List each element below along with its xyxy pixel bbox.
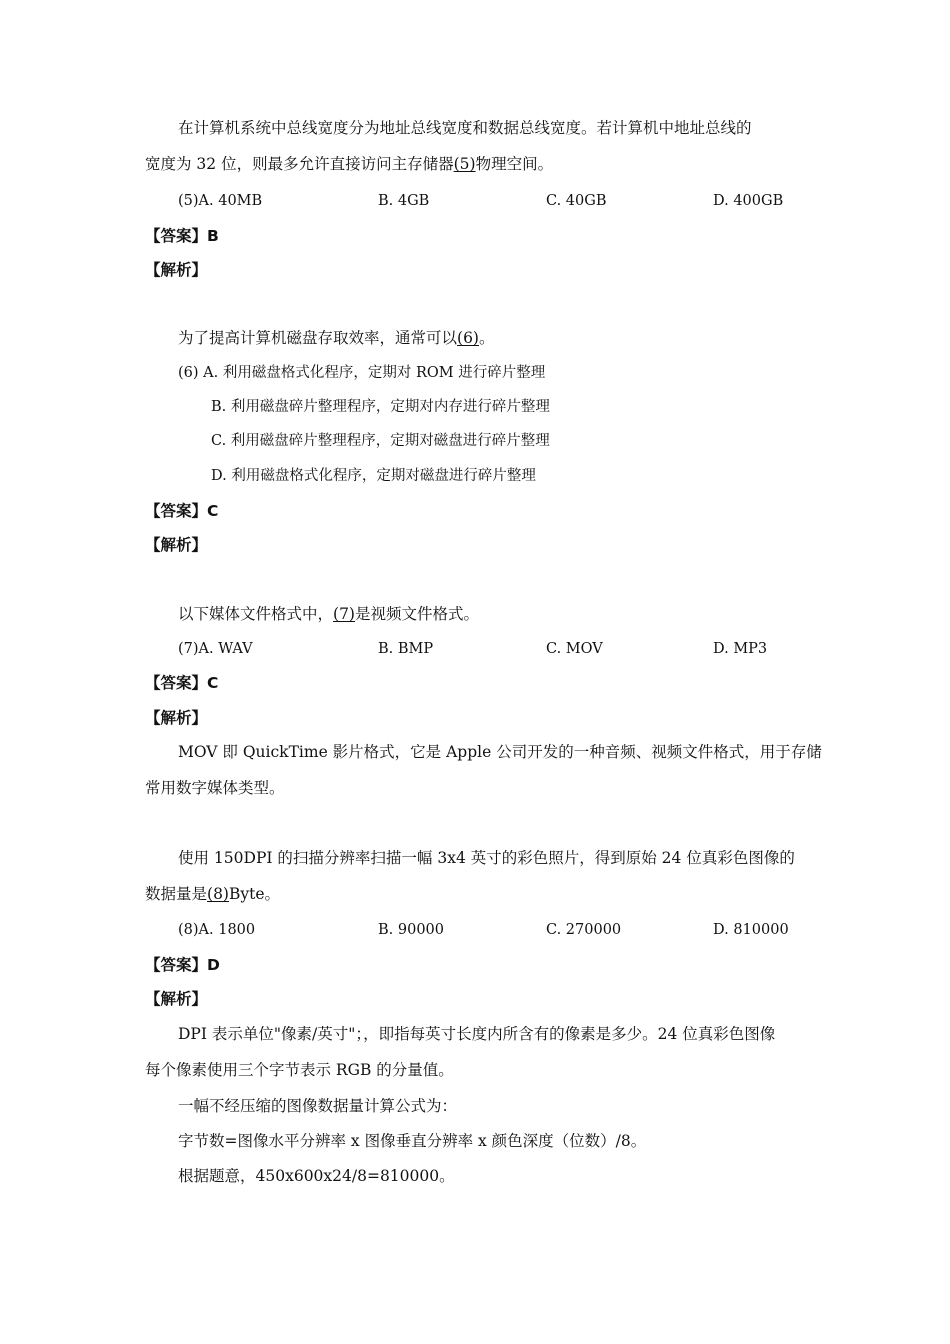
q6-blank: (6): [457, 329, 479, 347]
q8-stem-post: Byte。: [228, 885, 281, 903]
q8-stem-pre: 数据量是: [145, 885, 208, 903]
q8-option-a: (8)A. 1800: [178, 922, 256, 938]
q8-explain-line3: 一幅不经压缩的图像数据量计算公式为：: [178, 1097, 458, 1115]
q8-explain-line5: 根据题意，450x600x24/8=810000。: [178, 1167, 455, 1185]
q5-stem-line2: [145, 154, 553, 174]
q8-option-c: C. 270000: [546, 922, 622, 938]
q5-option-b: B. 4GB: [378, 193, 430, 209]
q5-analysis-heading: 【解析】: [145, 261, 208, 279]
q8-blank: (8): [207, 885, 229, 903]
q7-option-b: B. BMP: [378, 641, 434, 657]
q5-option-c: C. 40GB: [546, 193, 607, 209]
q8-analysis-heading: 【解析】: [145, 990, 208, 1008]
q8-answer: 【答案】D: [145, 956, 220, 974]
q8-option-b: B. 90000: [378, 922, 445, 938]
q7-analysis-heading: 【解析】: [145, 709, 208, 727]
q6-option-c: C. 利用磁盘碎片整理程序，定期对磁盘进行碎片整理: [211, 433, 550, 449]
q8-option-d: D. 810000: [713, 922, 789, 938]
q6-analysis-heading: 【解析】: [145, 536, 208, 554]
q8-explain-line2: 每个像素使用三个字节表示 RGB 的分量值。: [145, 1061, 454, 1079]
q7-option-c: C. MOV: [546, 641, 603, 657]
q7-blank: (7): [333, 605, 355, 623]
q8-explain-line1: DPI 表示单位"像素/英寸"；，即指每英寸长度内所含有的像素是多少。24 位真彩色图像: [178, 1025, 776, 1043]
q5-option-a: (5)A. 40MB: [178, 193, 263, 209]
q6-answer: 【答案】C: [145, 502, 219, 520]
q5-stem-line1: 在计算机系统中总线宽度分为地址总线宽度和数据总线宽度。若计算机中地址总线的: [178, 119, 752, 137]
q8-stem-line1: 使用 150DPI 的扫描分辨率扫描一幅 3x4 英寸的彩色照片，得到原始 24 位真彩色图像的: [178, 849, 795, 867]
q5-stem-pre: 宽度为 32 位，则最多允许直接访问主存储器: [145, 155, 454, 173]
q5-stem-post: 物理空间。: [475, 155, 554, 173]
q6-stem-post: 。: [478, 329, 495, 347]
q5-answer: 【答案】B: [145, 227, 219, 245]
q6-option-d: D. 利用磁盘格式化程序，定期对磁盘进行碎片整理: [211, 468, 536, 484]
q7-option-d: D. MP3: [713, 641, 768, 657]
q6-stem: [178, 328, 495, 348]
q7-answer: 【答案】C: [145, 674, 219, 692]
q7-stem-pre: 以下媒体文件格式中，: [178, 605, 334, 623]
q6-option-a: (6) A. 利用磁盘格式化程序，定期对 ROM 进行碎片整理: [178, 365, 546, 381]
q7-stem-post: 是视频文件格式。: [354, 605, 479, 623]
q8-stem-line2: [145, 884, 280, 904]
q8-explain-line4: 字节数=图像水平分辨率 x 图像垂直分辨率 x 颜色深度（位数）/8。: [178, 1132, 647, 1150]
q6-stem-pre: 为了提高计算机磁盘存取效率，通常可以: [178, 329, 458, 347]
q5-blank: (5): [453, 155, 476, 173]
q5-option-d: D. 400GB: [713, 193, 784, 209]
q7-stem: [178, 604, 479, 624]
q7-explain-line2: 常用数字媒体类型。: [145, 779, 285, 797]
q7-option-a: (7)A. WAV: [178, 641, 253, 657]
q7-explain-line1: MOV 即 QuickTime 影片格式，它是 Apple 公司开发的一种音频、视频文件格式，用于存储: [178, 743, 822, 761]
q6-option-b: B. 利用磁盘碎片整理程序，定期对内存进行碎片整理: [211, 399, 550, 415]
